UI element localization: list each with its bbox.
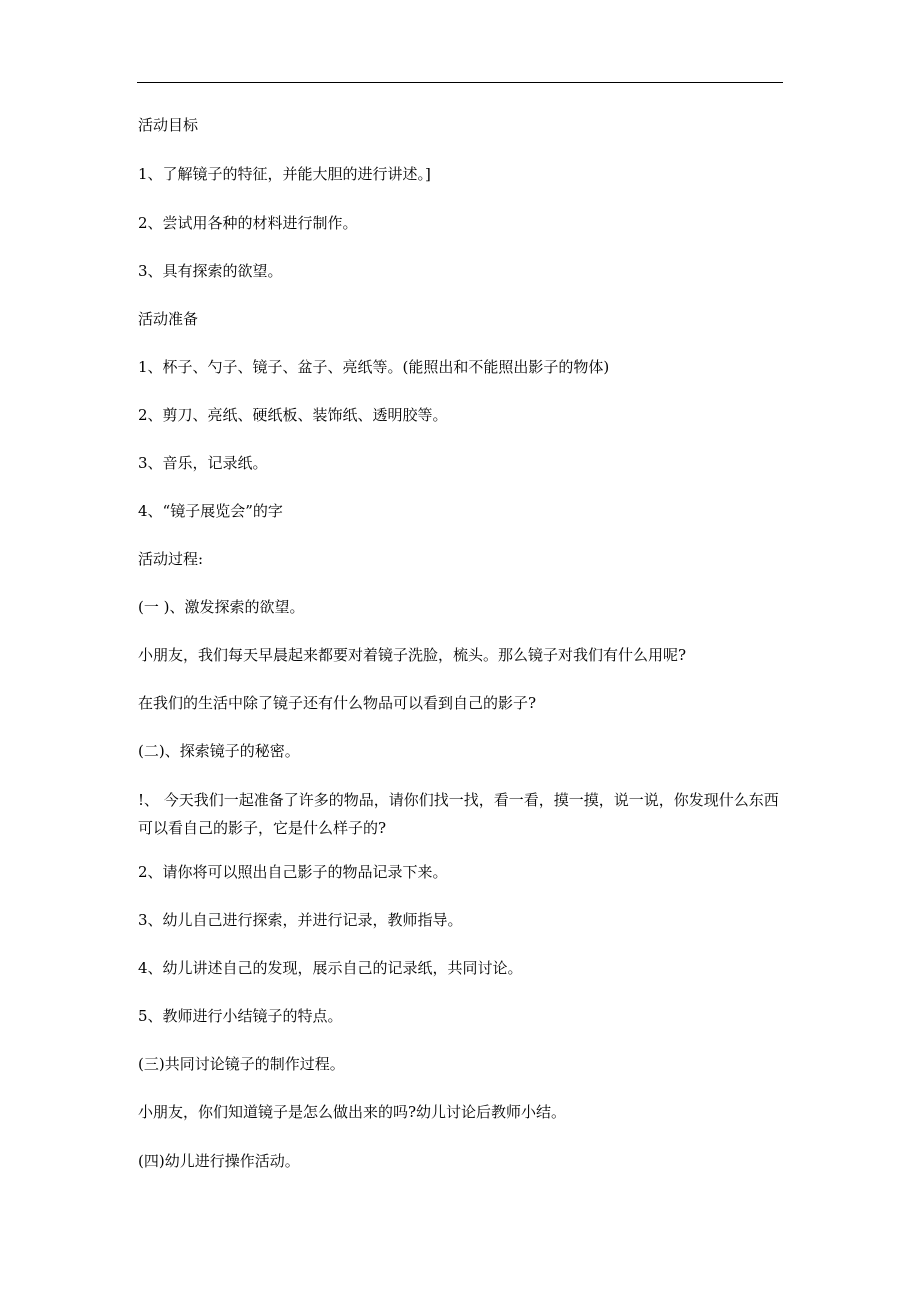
prep-item-1: 1、杯子、勺子、镜子、盆子、亮纸等。(能照出和不能照出影子的物体) xyxy=(138,358,610,376)
prep-item-2: 2、剪刀、亮纸、硬纸板、装饰纸、透明胶等。 xyxy=(138,406,448,424)
process-section-2: (二)、探索镜子的秘密。 xyxy=(138,742,300,760)
process-paragraph-3: 小朋友，你们知道镜子是怎么做出来的吗?幼儿讨论后教师小结。 xyxy=(138,1103,567,1121)
header-rule xyxy=(137,82,783,83)
process-step-3: 3、幼儿自己进行探索，并进行记录，教师指导。 xyxy=(138,911,463,929)
process-step-2: 2、请你将可以照出自己影子的物品记录下来。 xyxy=(138,863,448,881)
process-paragraph-1: 小朋友，我们每天早晨起来都要对着镜子洗脸，梳头。那么镜子对我们有什么用呢? xyxy=(138,646,687,664)
process-step-1: !、 今天我们一起准备了许多的物品，请你们找一找，看一看，摸一摸，说一说，你发现什么东西可以看自己的影子，它是什么样子的? xyxy=(138,791,779,837)
heading-activity-goals: 活动目标 xyxy=(138,116,199,134)
prep-item-3: 3、音乐，记录纸。 xyxy=(138,454,268,472)
process-section-3: (三)共同讨论镜子的制作过程。 xyxy=(138,1055,345,1073)
heading-activity-process: 活动过程: xyxy=(138,550,204,568)
goal-item-2: 2、尝试用各种的材料进行制作。 xyxy=(138,214,358,232)
goal-item-3: 3、具有探索的欲望。 xyxy=(138,262,283,280)
prep-item-4: 4、“镜子展览会”的字 xyxy=(138,502,283,520)
heading-activity-preparation: 活动准备 xyxy=(138,310,199,328)
goal-item-1: 1、了解镜子的特征，并能大胆的进行讲述。] xyxy=(138,165,431,183)
process-paragraph-2: 在我们的生活中除了镜子还有什么物品可以看到自己的影子? xyxy=(138,694,537,712)
process-section-1: (一 )、激发探索的欲望。 xyxy=(138,598,305,616)
process-section-4: (四)幼儿进行操作活动。 xyxy=(138,1152,300,1170)
process-step-4: 4、幼儿讲述自己的发现，展示自己的记录纸，共同讨论。 xyxy=(138,959,523,977)
process-step-5: 5、教师进行小结镜子的特点。 xyxy=(138,1007,343,1025)
